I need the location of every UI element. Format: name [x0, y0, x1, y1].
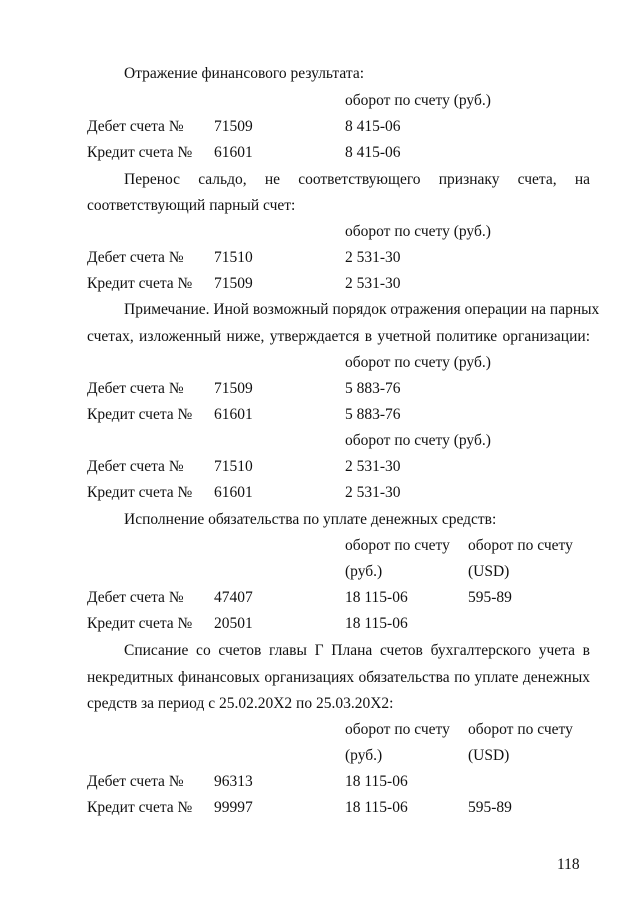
transfer-debit-label: Дебет счета № [87, 249, 184, 266]
fin-result-debit-account: 71509 [214, 118, 253, 135]
fin-result-debit-label: Дебет счета № [87, 118, 184, 135]
transfer-credit-account: 71509 [214, 275, 253, 292]
note-line-1: Примечание. Иной возможный порядок отражения операции на парных [124, 301, 600, 318]
transfer-line-2: соответствующий парный счет: [87, 197, 296, 214]
writeoff-line-2: некредитных финансовых организациях обязательства по уплате денежных [87, 669, 590, 686]
note-entry2-credit-label: Кредит счета № [87, 484, 193, 501]
transfer-debit-amount: 2 531-30 [345, 249, 401, 266]
fin-result-credit-label: Кредит счета № [87, 144, 193, 161]
writeoff-debit-label: Дебет счета № [87, 773, 184, 790]
fin-result-heading: Отражение финансового результата: [124, 65, 365, 82]
payment-credit-label: Кредит счета № [87, 615, 193, 632]
note-entry1-debit-account: 71509 [214, 380, 253, 397]
payment-debit-label: Дебет счета № [87, 589, 184, 606]
writeoff-col-rub-2: (руб.) [345, 747, 383, 764]
payment-credit-account: 20501 [214, 615, 253, 632]
transfer-credit-amount: 2 531-30 [345, 275, 401, 292]
note-entry1-debit-amount: 5 883-76 [345, 380, 401, 397]
note-entry2-debit-label: Дебет счета № [87, 458, 184, 475]
payment-col-rub-2: (руб.) [345, 563, 383, 580]
fin-result-credit-amount: 8 415-06 [345, 144, 401, 161]
fin-result-col-header: оборот по счету (руб.) [345, 92, 491, 109]
note-entry1-debit-label: Дебет счета № [87, 380, 184, 397]
payment-col-usd-1: оборот по счету [468, 537, 573, 554]
writeoff-debit-amount-rub: 18 115-06 [345, 773, 408, 790]
note-entry2-debit-amount: 2 531-30 [345, 458, 401, 475]
fin-result-debit-amount: 8 415-06 [345, 118, 401, 135]
transfer-col-header: оборот по счету (руб.) [345, 223, 491, 240]
payment-col-usd-2: (USD) [468, 563, 510, 580]
note-entry2-debit-account: 71510 [214, 458, 253, 475]
writeoff-credit-amount-usd: 595-89 [468, 799, 512, 816]
writeoff-debit-account: 96313 [214, 773, 253, 790]
note-col-header-1: оборот по счету (руб.) [345, 354, 491, 371]
page-number: 118 [557, 856, 580, 873]
transfer-debit-account: 71510 [214, 249, 253, 266]
payment-debit-account: 47407 [214, 589, 253, 606]
transfer-credit-label: Кредит счета № [87, 275, 193, 292]
payment-col-rub-1: оборот по счету [345, 537, 450, 554]
writeoff-line-3: средств за период с 25.02.20Х2 по 25.03.20Х2: [87, 695, 394, 712]
writeoff-credit-account: 99997 [214, 799, 253, 816]
payment-debit-amount-usd: 595-89 [468, 589, 512, 606]
writeoff-line-1: Списание со счетов главы Г Плана счетов бухгалтерского учета в [124, 642, 590, 659]
payment-heading: Исполнение обязательства по уплате денежных средств: [124, 511, 497, 528]
note-entry2-credit-amount: 2 531-30 [345, 484, 401, 501]
note-entry1-credit-amount: 5 883-76 [345, 406, 401, 423]
writeoff-credit-amount-rub: 18 115-06 [345, 799, 408, 816]
payment-debit-amount-rub: 18 115-06 [345, 589, 408, 606]
transfer-line-1: Перенос сальдо, не соответствующего признаку счета, на [124, 171, 590, 188]
writeoff-credit-label: Кредит счета № [87, 799, 193, 816]
note-entry2-credit-account: 61601 [214, 484, 253, 501]
writeoff-col-usd-1: оборот по счету [468, 721, 573, 738]
writeoff-col-usd-2: (USD) [468, 747, 510, 764]
fin-result-credit-account: 61601 [214, 144, 253, 161]
note-entry1-credit-label: Кредит счета № [87, 406, 193, 423]
note-entry1-credit-account: 61601 [214, 406, 253, 423]
payment-credit-amount-rub: 18 115-06 [345, 615, 408, 632]
note-col-header-2: оборот по счету (руб.) [345, 432, 491, 449]
writeoff-col-rub-1: оборот по счету [345, 721, 450, 738]
note-line-2: счетах, изложенный ниже, утверждается в учетной политике организации: [87, 328, 590, 345]
